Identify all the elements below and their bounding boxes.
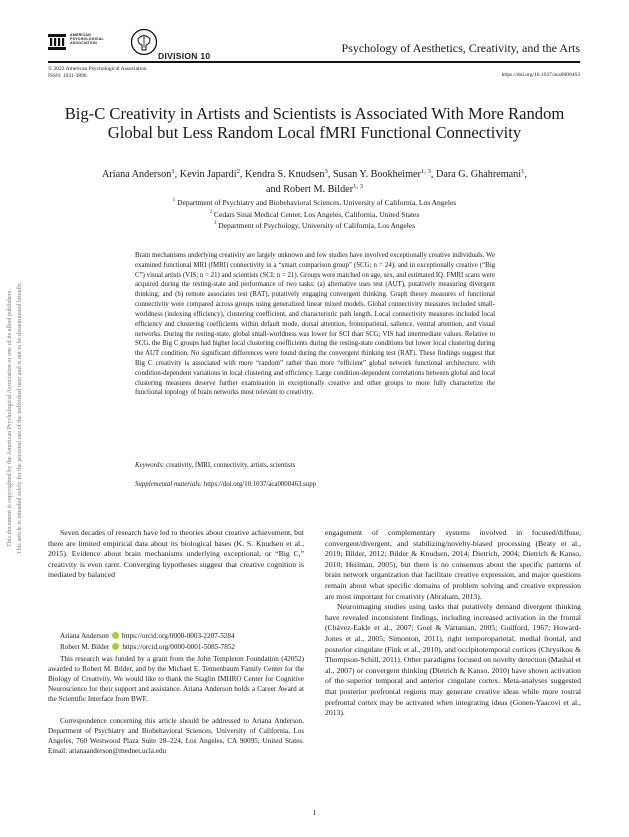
body-paragraph: engagement of complementary systems involved in focused/diffuse, convergent/divergent, and stabilizing/novelty-biased processing (Beaty et al., 2019; Bilder, 2012; Bilder & Knudsen, 2014; Dietrich, 2004; Dietrich & Kanso, 2010; Heilman, 2005), but there is no consensus about the specific patterns of brain network organization that facilitate creative expression, and major questions remain about what specific domains of problem solving and creative expression are most important for creativity (Abraham, 2013). — [325, 528, 581, 601]
apa-logo-icon — [48, 34, 66, 50]
author-name: and Robert M. Bilder — [265, 184, 354, 196]
author-list: Ariana Anderson$^1$, Kevin Japardi$^2$, Kendra S. Knudsen$^3$, Susan Y. Bookheimer$^{1, 3}$, Dara G. Ghahremani$^1$, and Robert M. Bilder$^{1, 3}$ — [102, 168, 527, 196]
article-doi[interactable]: https://doi.org/10.1037/aca0000463 — [501, 72, 580, 78]
author-name: Susan Y. Bookheimer — [332, 169, 421, 180]
division-10-logo-icon — [130, 28, 158, 56]
body-left-column — [48, 528, 304, 581]
affiliations — [80, 197, 549, 232]
supplemental-link[interactable]: https://doi.org/10.1037/aca0000463.supp — [203, 481, 317, 488]
orcid-icon — [112, 643, 119, 650]
affiliation: $^3$ Department of Psychology, University of California, Los Angeles — [213, 221, 416, 230]
orcid-entry: Robert M. Bilder https://orcid.org/0000-0001-5085-7852 — [60, 643, 235, 651]
division-label: DIVISION 10 — [158, 51, 211, 61]
author-name: Kendra S. Knudsen — [245, 169, 325, 180]
affiliation: $^2$ Cedars Sinai Medical Center, Los Angeles, California, United States — [209, 209, 420, 219]
supplemental-materials: Supplemental materials: https://doi.org/10.1037/aca0000463.supp — [135, 481, 317, 488]
copyright-notice: © 2022 American Psychological Association ISSN: 1931-3896 — [48, 66, 147, 79]
correspondence-note: Correspondence concerning this article should be addressed to Ariana Anderson, Department of Psychiatry and Biobehavioral Sciences, University of California, Los Angeles, 760 Westwood Plaza Suite 28–224, Los Angeles, CA 90095, United States. Email: arianaanderson@mednet.ucla.edu — [48, 717, 304, 755]
orcid-link[interactable]: https://orcid.org/0000-0003-2207-5284 — [121, 632, 235, 640]
copyright-sidebar: This document is copyrighted by the American Psychological Association or one of its allied publishers. This article is intended solely for the personal use of the individual user and is not to be disseminated broadly. — [6, 281, 23, 555]
intro-paragraph: Seven decades of research have led to theories about creative achievement, but there are limited empirical data about its biological bases (K. S. Knudsen et al., 2015). Evidence about brain mechanisms underlying exceptional, or “Big C,” creativity is even rarer. Converging hypotheses suggest that creative cognition is mediated by balanced — [48, 528, 304, 580]
author-name: Kevin Japardi — [179, 169, 237, 180]
abstract: Brain mechanisms underlying creativity are largely unknown and few studies have involved exceptionally creative individuals. We examined functional MRI (fMRI) connectivity in a “smart comparison group” (SCG; n = 24), and in exceptionally creative (“Big C”) visual artists (VIS; n = 21) and scientists (SCI; n = 21). Groups were matched on age, sex, and estimated IQ. FMRI scans were acquired during the resting-state and performance of two tasks: (a) alternative uses test (AUT), putatively measuring divergent thinking; and (b) remote associates test (RAT), putatively engaging convergent thinking. Graph theory measures of functional connectivity were compared across groups using generalized linear mixed models. Global connectivity measures included small-worldness (indexing efficiency), clustering coefficient, and characteristic path length. Local connectivity measures included local efficiency and clustering coefficients within default mode, dorsal attention, frontoparietal, salience, ventral attention, and visual networks. During the resting-state, global small-worldness was lower for SCI than SCG; VIS had intermediate values. Relative to SCG, the Big C groups had higher local clustering coefficients during the resting-state conditions but lower local clustering during the AUT condition. No significant differences were found during the convergent thinking test (RAT). These findings suggest that Big C creativity is associated with more “random” rather than more “efficient” global network functional architecture, with condition-dependent variations in local clustering and efficiency. Large condition-dependent correlations between global and local clustering measures deserve further examination in exceptionally creative and other groups to more fully characterize the functional topology of brain networks most relevant to creativity. — [135, 252, 495, 397]
orcid-icon — [112, 632, 119, 639]
keywords: Keywords: creativity, fMRI, connectivity, artists, scientists — [135, 462, 296, 469]
orcid-entry: Ariana Anderson https://orcid.org/0000-0003-2207-5284 — [60, 632, 235, 640]
journal-title: Psychology of Aesthetics, Creativity, and the Arts — [341, 41, 580, 55]
apa-wordmark: AMERICAN PSYCHOLOGICAL ASSOCIATION — [70, 33, 104, 46]
body-right-column — [325, 528, 581, 719]
header-rule — [48, 61, 580, 63]
article-title: Big-C Creativity in Artists and Scientists is Associated With More Random Global but Less Random Local fMRI Functional Connectivity — [64, 104, 565, 142]
author-name: Ariana Anderson — [102, 169, 172, 180]
page-number: 1 — [312, 808, 317, 817]
orcid-link[interactable]: https://orcid.org/0000-0001-5085-7852 — [122, 643, 235, 651]
funding-note: This research was funded by a grant from the John Templeton Foundation (42052) awarded to Robert M. Bilder, and by the Michael E. Tennenbaum Family Center for the Biology of Creativity. We would like to thank the Staglin IMHRO Center for Cognitive Neuroscience for their support and assistance. Ariana Anderson holds a Career Award at the Scientific Interface from BWF. — [48, 655, 304, 703]
body-paragraph: Neuroimaging studies using tasks that putatively demand divergent thinking have revealed inconsistent findings, including increased activation in the frontal (Chávez-Eakle et al., 2007; Goel & Vartanian, 2005; Guilford, 1967; Howard-Jones et al., 2005; Simonton, 2011), right temporoparietal, medial frontal, and posterior cingulate (Fink et al., 2010), and occipitotemporal cortices (Chrysikou & Thompson-Schill, 2011). Other paradigms focused on novelty detection (Mashal et al., 2007) or convergent thinking (Dietrich & Kanso, 2010) have shown activation of the superior temporal and anterior cingulate cortex. Meta-analyses suggested that posterior prefrontal regions may generate creative ideas while more rostral prefrontal cortex may be activated when integrating ideas (Gonen-Yaacovi et al., 2013). — [325, 602, 581, 718]
affiliation: $^1$ Department of Psychiatry and Biobehavioral Sciences, University of California, Los Angeles — [172, 198, 457, 207]
author-name: Dara G. Ghahremani — [435, 169, 522, 180]
